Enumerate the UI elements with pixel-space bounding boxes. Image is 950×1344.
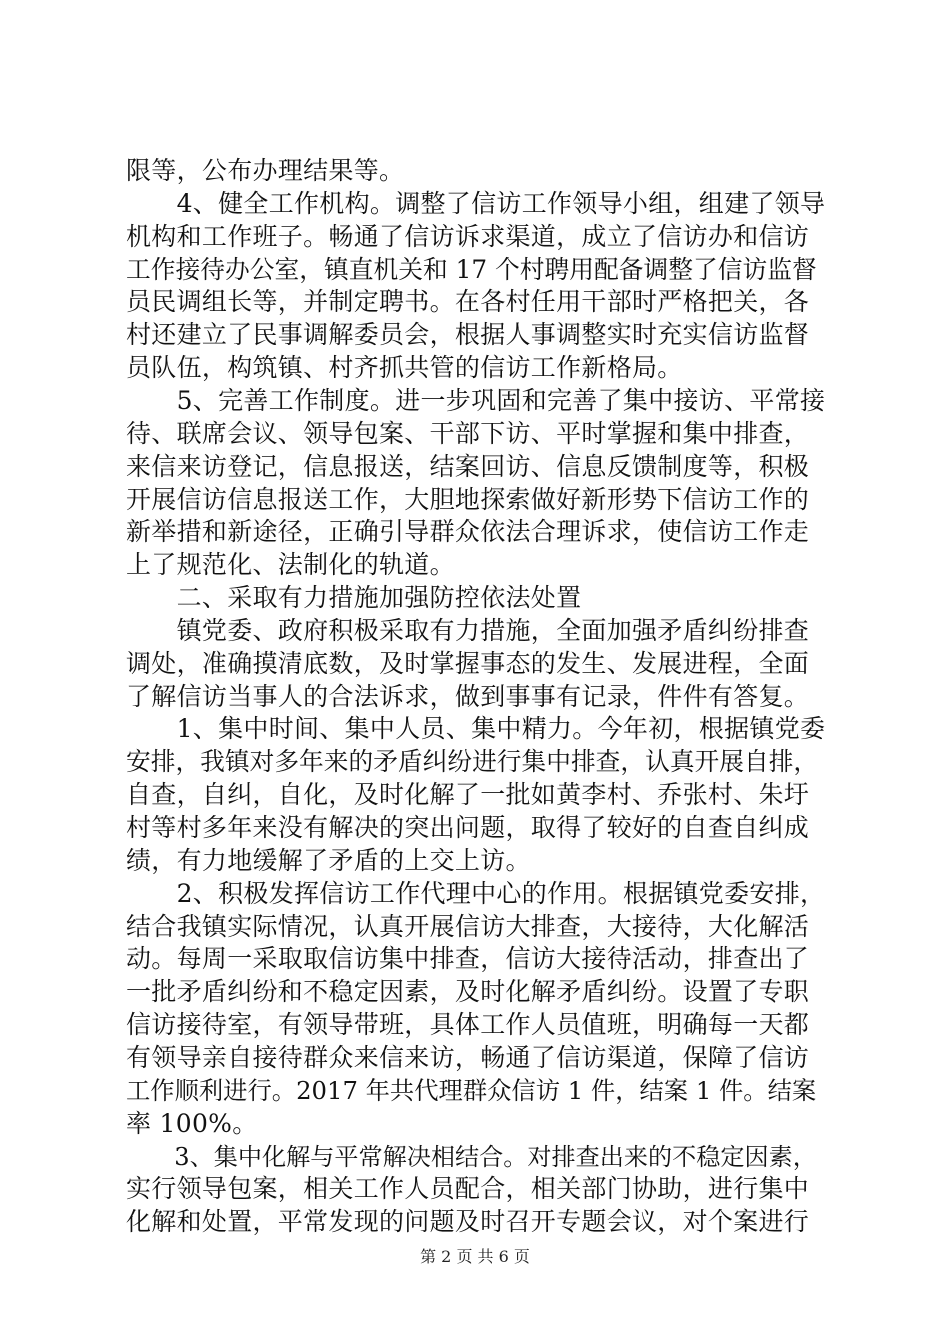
- text-line: 了解信访当事人的合法诉求，做到事事有记录，件件有答复。: [126, 682, 810, 711]
- text-line: 员民调组长等，并制定聘书。在各村任用干部时严格把关，各: [126, 287, 810, 316]
- text-line: 工作顺利进行。2017 年共代理群众信访 1 件，结案 1 件。结案: [126, 1076, 817, 1105]
- text-line: 二、采取有力措施加强防控依法处置: [126, 583, 582, 612]
- text-line: 工作接待办公室，镇直机关和 17 个村聘用配备调整了信访监督: [126, 255, 817, 284]
- text-line: 化解和处置，平常发现的问题及时召开专题会议，对个案进行: [126, 1207, 810, 1236]
- text-line: 3、集中化解与平常解决相结合。对排查出来的不稳定因素，: [126, 1143, 817, 1171]
- text-line: 机构和工作班子。畅通了信访诉求渠道，成立了信访办和信访: [126, 222, 810, 251]
- text-line: 镇党委、政府积极采取有力措施，全面加强矛盾纠纷排查: [126, 616, 810, 645]
- text-line: 开展信访信息报送工作，大胆地探索做好新形势下信访工作的: [126, 485, 810, 514]
- page-footer: 第 2 页 共 6 页: [420, 1247, 530, 1266]
- text-line: 有领导亲自接待群众来信来访，畅通了信访渠道，保障了信访: [126, 1043, 810, 1072]
- text-line: 待、联席会议、领导包案、干部下访、平时掌握和集中排查，: [126, 419, 810, 448]
- text-line: 自查，自纠，自化，及时化解了一批如黄李村、乔张村、朱圩: [126, 780, 810, 809]
- text-line: 5、完善工作制度。进一步巩固和完善了集中接访、平常接: [126, 386, 826, 415]
- text-line: 结合我镇实际情况，认真开展信访大排查，大接待，大化解活: [126, 912, 810, 941]
- text-line: 新举措和新途径，正确引导群众依法合理诉求，使信访工作走: [126, 517, 810, 546]
- text-line: 率 100%。: [126, 1109, 258, 1138]
- text-line: 信访接待室，有领导带班，具体工作人员值班，明确每一天都: [126, 1010, 810, 1039]
- text-line: 4、健全工作机构。调整了信访工作领导小组，组建了领导: [126, 189, 826, 218]
- text-line: 1、集中时间、集中人员、集中精力。今年初，根据镇党委: [126, 714, 826, 743]
- text-line: 一批矛盾纠纷和不稳定因素，及时化解矛盾纠纷。设置了专职: [126, 977, 810, 1006]
- text-line: 调处，准确摸清底数，及时掌握事态的发生、发展进程，全面: [126, 649, 810, 678]
- text-line: 村还建立了民事调解委员会，根据人事调整实时充实信访监督: [126, 320, 810, 349]
- text-line: 限等，公布办理结果等。: [126, 156, 405, 185]
- text-line: 村等村多年来没有解决的突出问题，取得了较好的自查自纠成: [126, 813, 810, 842]
- text-line: 上了规范化、法制化的轨道。: [126, 550, 455, 579]
- text-line: 安排，我镇对多年来的矛盾纠纷进行集中排查，认真开展自排，: [126, 747, 819, 776]
- text-line: 员队伍，构筑镇、村齐抓共管的信访工作新格局。: [126, 353, 683, 382]
- text-line: 来信来访登记，信息报送，结案回访、信息反馈制度等，积极: [126, 452, 810, 481]
- text-line: 动。每周一采取取信访集中排查，信访大接待活动，排查出了: [126, 944, 810, 973]
- text-line: 2、积极发挥信访工作代理中心的作用。根据镇党委安排，: [126, 879, 826, 908]
- text-line: 实行领导包案，相关工作人员配合，相关部门协助，进行集中: [126, 1174, 810, 1203]
- text-line: 绩，有力地缓解了矛盾的上交上访。: [126, 846, 531, 875]
